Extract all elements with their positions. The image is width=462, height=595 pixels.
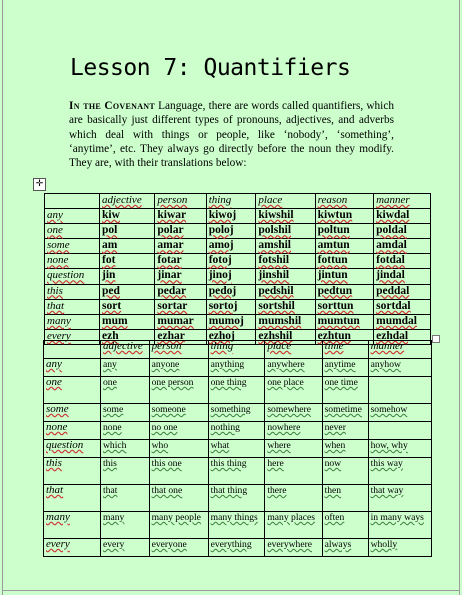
- table-cell[interactable]: everywhere: [265, 539, 322, 557]
- table-cell[interactable]: who: [149, 440, 208, 458]
- table-row: [44, 422, 432, 440]
- table-cell[interactable]: any: [101, 359, 150, 377]
- page-title: Lesson 7: Quantifiers: [70, 55, 351, 81]
- table-cell[interactable]: amtun: [315, 239, 373, 254]
- row-label[interactable]: every: [44, 539, 101, 557]
- row-label[interactable]: many: [45, 314, 100, 329]
- table-row: [44, 377, 432, 404]
- page-border-left: [2, 0, 3, 595]
- table-cell[interactable]: when: [322, 440, 368, 458]
- table-cell[interactable]: in many ways: [368, 512, 431, 539]
- row-label[interactable]: some: [45, 239, 100, 254]
- table-cell[interactable]: sometime: [322, 404, 368, 422]
- table-cell[interactable]: fotar: [155, 254, 206, 269]
- column-header[interactable]: thing: [206, 194, 256, 209]
- page-border-bottom: [2, 590, 460, 591]
- table-row: [45, 299, 431, 314]
- table-cell[interactable]: many: [101, 512, 150, 539]
- row-label[interactable]: none: [45, 254, 100, 269]
- table-cell[interactable]: kiwoj: [206, 209, 256, 224]
- table-row: [44, 512, 432, 539]
- table-row: [44, 485, 432, 512]
- row-label[interactable]: this: [44, 458, 101, 485]
- table-cell[interactable]: ezh: [100, 329, 155, 344]
- table-cell[interactable]: kiwdal: [374, 209, 431, 224]
- row-label[interactable]: one: [45, 224, 100, 239]
- table-cell[interactable]: somewhere: [265, 404, 322, 422]
- header-corner-cell[interactable]: [45, 194, 100, 209]
- table-move-handle-icon[interactable]: ✛: [33, 178, 46, 191]
- column-header[interactable]: thing: [208, 341, 265, 359]
- table-cell[interactable]: always: [322, 539, 368, 557]
- table-cell[interactable]: fot: [100, 254, 155, 269]
- table-cell[interactable]: kiwshil: [256, 209, 315, 224]
- table-cell[interactable]: amdal: [374, 239, 431, 254]
- table-cell[interactable]: pedtun: [315, 284, 373, 299]
- table-cell[interactable]: nothing: [208, 422, 265, 440]
- table-cell[interactable]: sortar: [155, 299, 206, 314]
- intro-lead: In the Covenant: [69, 100, 155, 112]
- table-cell[interactable]: anyhow: [368, 359, 431, 377]
- table-cell[interactable]: jintun: [315, 269, 373, 284]
- table-cell[interactable]: some: [101, 404, 150, 422]
- column-header[interactable]: adjective: [101, 341, 150, 359]
- table-cell[interactable]: fottun: [315, 254, 373, 269]
- table-cell[interactable]: mumshil: [256, 314, 315, 329]
- table-cell[interactable]: which: [101, 440, 150, 458]
- table-cell[interactable]: now: [322, 458, 368, 485]
- table-cell[interactable]: this thing: [208, 458, 265, 485]
- table-cell[interactable]: then: [322, 485, 368, 512]
- table-cell[interactable]: this way: [368, 458, 431, 485]
- table-cell[interactable]: sorttun: [315, 299, 373, 314]
- row-label[interactable]: every: [45, 329, 100, 344]
- table-row: [44, 458, 432, 485]
- table-cell[interactable]: pol: [100, 224, 155, 239]
- table-cell[interactable]: poltun: [315, 224, 373, 239]
- table-cell[interactable]: kiwtun: [315, 209, 373, 224]
- row-label[interactable]: this: [45, 284, 100, 299]
- column-header[interactable]: manner: [368, 341, 431, 359]
- table-cell[interactable]: one thing: [208, 377, 265, 404]
- table-cell[interactable]: polshil: [256, 224, 315, 239]
- table-cell[interactable]: one place: [265, 377, 322, 404]
- table-cell[interactable]: sortshil: [256, 299, 315, 314]
- table-cell[interactable]: this one: [149, 458, 208, 485]
- table-cell[interactable]: anything: [208, 359, 265, 377]
- table-row: [44, 359, 432, 377]
- table-row: [45, 209, 431, 224]
- table-cell[interactable]: poldal: [374, 224, 431, 239]
- table-row: [45, 269, 431, 284]
- column-header[interactable]: manner: [374, 194, 431, 209]
- row-label[interactable]: none: [44, 422, 101, 440]
- table-cell[interactable]: mum: [100, 314, 155, 329]
- row-label[interactable]: question: [45, 269, 100, 284]
- header-corner-cell[interactable]: [44, 341, 101, 359]
- table-cell[interactable]: one person: [149, 377, 208, 404]
- table-cell[interactable]: fotshil: [256, 254, 315, 269]
- table-resize-handle[interactable]: [432, 335, 440, 343]
- table-cell[interactable]: many people: [149, 512, 208, 539]
- table-cell[interactable]: fotoj: [206, 254, 256, 269]
- table-cell[interactable]: often: [322, 512, 368, 539]
- table-cell[interactable]: wholly: [368, 539, 431, 557]
- table-cell[interactable]: pedshil: [256, 284, 315, 299]
- table-cell[interactable]: ezhshil: [256, 329, 315, 344]
- table-cell[interactable]: polar: [155, 224, 206, 239]
- table-cell[interactable]: kiwar: [155, 209, 206, 224]
- table-cell[interactable]: amshil: [256, 239, 315, 254]
- row-label[interactable]: any: [45, 209, 100, 224]
- covenant-quantifier-table: [44, 193, 431, 345]
- table-cell[interactable]: that: [101, 485, 150, 512]
- column-header[interactable]: reason: [315, 194, 373, 209]
- table-cell[interactable]: amoj: [206, 239, 256, 254]
- table-cell[interactable]: how, why: [368, 440, 431, 458]
- table-cell[interactable]: someone: [149, 404, 208, 422]
- table-cell[interactable]: anytime: [322, 359, 368, 377]
- table-row: [45, 254, 431, 269]
- table-cell[interactable]: something: [208, 404, 265, 422]
- table-cell[interactable]: fotdal: [374, 254, 431, 269]
- table-cell[interactable]: ezhoj: [206, 329, 256, 344]
- table-row: [45, 224, 431, 239]
- page-border-right: [459, 0, 460, 595]
- table-cell[interactable]: many things: [208, 512, 265, 539]
- table-cell[interactable]: sort: [100, 299, 155, 314]
- table-cell[interactable]: [368, 377, 431, 404]
- row-label[interactable]: that: [44, 485, 101, 512]
- table-cell[interactable]: pedoj: [206, 284, 256, 299]
- table-row: [45, 284, 431, 299]
- table-row: [45, 314, 431, 329]
- row-label[interactable]: any: [44, 359, 101, 377]
- table-cell[interactable]: everyone: [149, 539, 208, 557]
- table-cell[interactable]: what: [208, 440, 265, 458]
- table-row: [44, 404, 432, 422]
- table-cell[interactable]: mumtun: [315, 314, 373, 329]
- table-cell[interactable]: one: [101, 377, 150, 404]
- table-cell[interactable]: mumdal: [374, 314, 431, 329]
- table-cell[interactable]: every: [101, 539, 150, 557]
- table-cell[interactable]: never: [322, 422, 368, 440]
- table-row: [44, 539, 432, 557]
- row-label[interactable]: one: [44, 377, 101, 404]
- table-cell[interactable]: pedar: [155, 284, 206, 299]
- intro-body: Language, there are words called quantifiers, which are basically just different types of pronouns, adjectives, and adverbs which deal with things or people, like ‘nobody’, ‘something’, ‘anytime’, etc. They always go directly before the noun they modify. They are, with their translations below:: [69, 100, 394, 170]
- intro-paragraph: [69, 99, 394, 170]
- table-cell[interactable]: ezhdal: [374, 329, 431, 344]
- table-row: [45, 239, 431, 254]
- table-cell[interactable]: many places: [265, 512, 322, 539]
- table-cell[interactable]: somehow: [368, 404, 431, 422]
- column-header[interactable]: person: [149, 341, 208, 359]
- row-label[interactable]: that: [45, 299, 100, 314]
- table-cell[interactable]: kiw: [100, 209, 155, 224]
- table-cell[interactable]: everything: [208, 539, 265, 557]
- table-cell[interactable]: this: [101, 458, 150, 485]
- table-header-row: [45, 194, 431, 209]
- table-cell[interactable]: jindal: [374, 269, 431, 284]
- table-row: [44, 440, 432, 458]
- row-label[interactable]: some: [44, 404, 101, 422]
- table-cell[interactable]: anywhere: [265, 359, 322, 377]
- table-cell[interactable]: there: [265, 485, 322, 512]
- table-cell[interactable]: amar: [155, 239, 206, 254]
- table-cell[interactable]: that way: [368, 485, 431, 512]
- table-cell[interactable]: jinoj: [206, 269, 256, 284]
- table-cell[interactable]: here: [265, 458, 322, 485]
- column-header[interactable]: adjective: [100, 194, 155, 209]
- table-cell[interactable]: [368, 422, 431, 440]
- table-cell[interactable]: that thing: [208, 485, 265, 512]
- table-cell[interactable]: ezhtun: [315, 329, 373, 344]
- table-cell[interactable]: none: [101, 422, 150, 440]
- table-cell[interactable]: no one: [149, 422, 208, 440]
- table-cell[interactable]: ped: [100, 284, 155, 299]
- table-cell[interactable]: ezhar: [155, 329, 206, 344]
- column-header[interactable]: time: [322, 341, 368, 359]
- table-cell[interactable]: anyone: [149, 359, 208, 377]
- column-header[interactable]: place: [265, 341, 322, 359]
- table-header-row: [44, 341, 432, 359]
- table-cell[interactable]: am: [100, 239, 155, 254]
- row-label[interactable]: many: [44, 512, 101, 539]
- table-cell[interactable]: where: [265, 440, 322, 458]
- table-cell[interactable]: mumar: [155, 314, 206, 329]
- table-cell[interactable]: nowhere: [265, 422, 322, 440]
- table-cell[interactable]: sortdal: [374, 299, 431, 314]
- table-cell[interactable]: one time: [322, 377, 368, 404]
- table-cell[interactable]: jin: [100, 269, 155, 284]
- column-header[interactable]: person: [155, 194, 206, 209]
- table-cell[interactable]: jinar: [155, 269, 206, 284]
- row-label[interactable]: question: [44, 440, 101, 458]
- english-translation-table: [43, 340, 432, 557]
- table-cell[interactable]: that one: [149, 485, 208, 512]
- table-cell[interactable]: poloj: [206, 224, 256, 239]
- table-cell[interactable]: jinshil: [256, 269, 315, 284]
- table-cell[interactable]: sortoj: [206, 299, 256, 314]
- table-cell[interactable]: peddal: [374, 284, 431, 299]
- table-cell[interactable]: mumoj: [206, 314, 256, 329]
- column-header[interactable]: place: [256, 194, 315, 209]
